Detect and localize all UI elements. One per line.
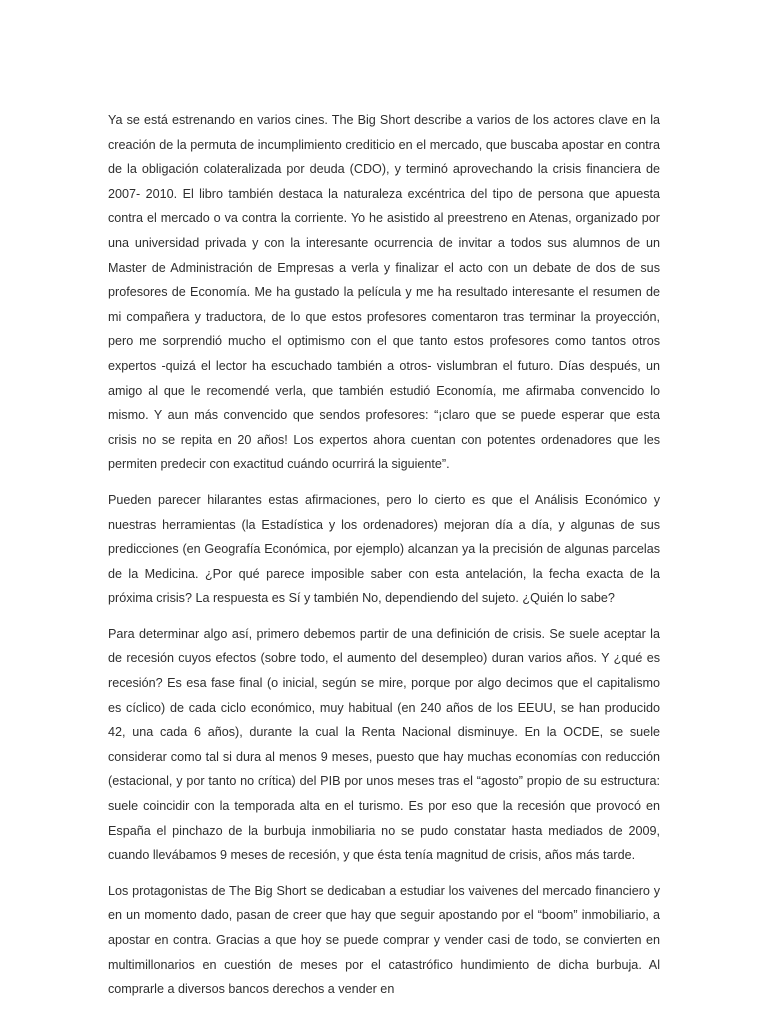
paragraph-4: Los protagonistas de The Big Short se dedicaban a estudiar los vaivenes del mercado financiero y en un momento dado, pasan de creer que hay que seguir apostando por el “boom” inmobiliario, a apostar en contra. Gracias a que hoy se puede comprar y vender casi de todo, se convierten en multimillonarios en cuestión de meses por el catastrófico hundimiento de dicha burbuja. Al comprarle a diversos bancos derechos a vender en [108, 883, 660, 997]
document-page [108, 108, 660, 1013]
paragraph-3: Para determinar algo así, primero debemos partir de una definición de crisis. Se suele aceptar la de recesión cuyos efectos (sobre todo, el aumento del desempleo) duran varios años. Y ¿qué es recesión? Es esa fase final (o inicial, según se mire, porque por algo decimos que el capitalismo es cíclico) de cada ciclo económico, muy habitual (en 240 años de los EEUU, se han producido 42, una cada 6 años), durante la cual la Renta Nacional disminuye. En la OCDE, se suele considerar como tal si dura al menos 9 meses, puesto que hay muchas economías con reducción (estacional, y por tanto no crítica) del PIB por unos meses tras el “agosto” propio de su estructura: suele coincidir con la temporada alta en el turismo. Es por eso que la recesión que provocó en España el pinchazo de la burbuja inmobiliaria no se pudo constatar hasta mediados de 2009, cuando llevábamos 9 meses de recesión, y que ésta tenía magnitud de crisis, años más tarde. [108, 626, 660, 863]
paragraph-1: Ya se está estrenando en varios cines. The Big Short describe a varios de los actores clave en la creación de la permuta de incumplimiento crediticio en el mercado, que buscaba apostar en contra de la obligación colateralizada por deuda (CDO), y terminó aprovechando la crisis financiera de 2007- 2010. El libro también destaca la naturaleza excéntrica del tipo de persona que apuesta contra el mercado o va contra la corriente. Yo he asistido al preestreno en Atenas, organizado por una universidad privada y con la interesante ocurrencia de invitar a todos sus alumnos de un Master de Administración de Empresas a verla y finalizar el acto con un debate de dos de sus profesores de Economía. Me ha gustado la película y me ha resultado interesante el resumen de mi compañera y traductora, de lo que estos profesores comentaron tras terminar la proyección, pero me sorprendió mucho el optimismo con el que tanto estos profesores como tantos otros expertos -quizá el lector ha escuchado también a otros- vislumbran el futuro. Días después, un amigo al que le recomendé verla, que también estudió Economía, me afirmaba convencido lo mismo. Y aun más convencido que sendos profesores: “¡claro que se puede esperar que esta crisis no se repita en 20 años! Los expertos ahora cuentan con potentes ordenadores que les permiten predecir con exactitud cuándo ocurrirá la siguiente”. [108, 113, 660, 472]
paragraph-2: Pueden parecer hilarantes estas afirmaciones, pero lo cierto es que el Análisis Económico y nuestras herramientas (la Estadística y los ordenadores) mejoran día a día, y algunas de sus predicciones (en Geografía Económica, por ejemplo) alcanzan ya la precisión de algunas parcelas de la Medicina. ¿Por qué parece imposible saber con esta antelación, la fecha exacta de la próxima crisis? La respuesta es Sí y también No, dependiendo del sujeto. ¿Quién lo sabe? [108, 492, 660, 606]
